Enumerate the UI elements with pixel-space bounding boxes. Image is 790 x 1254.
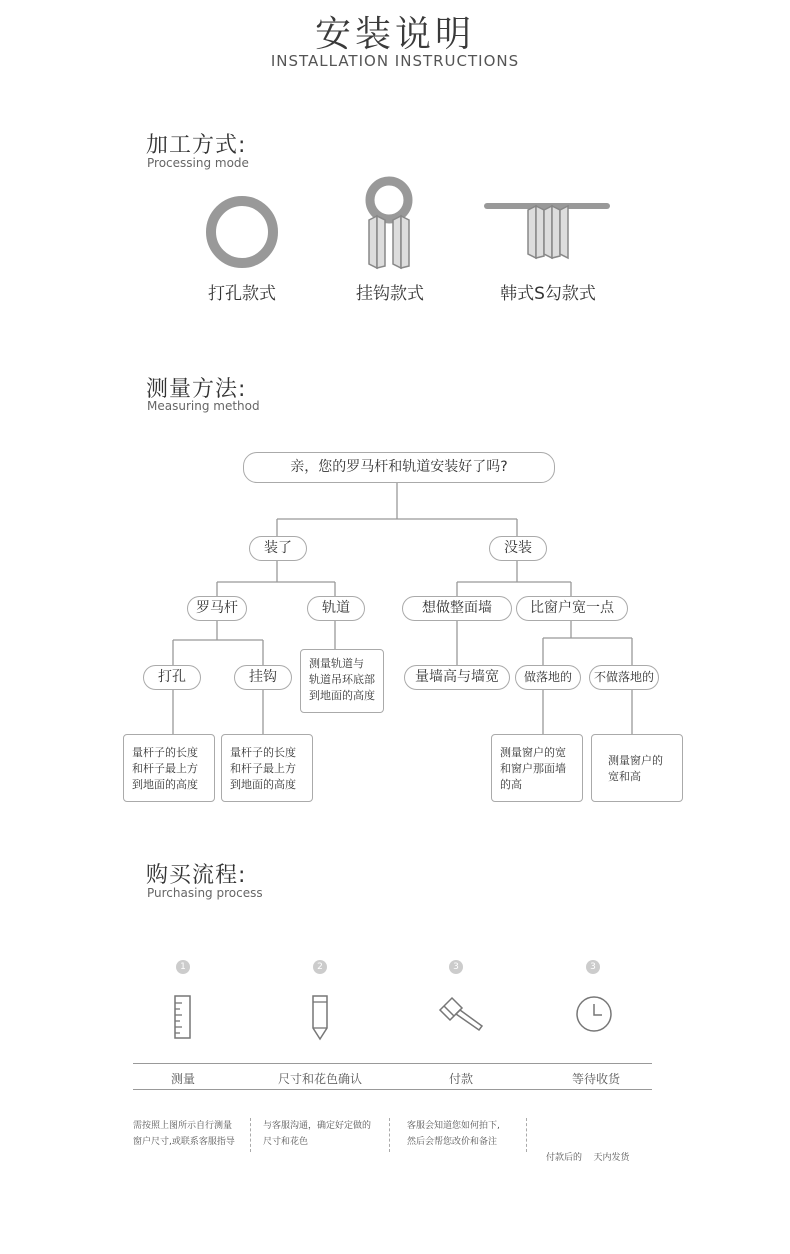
step-description: 需按照上图所示自行测量 窗户尺寸,或联系客服指导 bbox=[133, 1121, 235, 1147]
clock-icon bbox=[574, 994, 614, 1034]
desc-separator bbox=[526, 1118, 527, 1152]
desc-separator bbox=[250, 1118, 251, 1152]
timeline-top-divider bbox=[133, 1063, 652, 1064]
node-wall-size: 量墙高与墙宽 bbox=[404, 665, 510, 690]
gavel-icon bbox=[436, 994, 486, 1034]
processing-subtitle: Processing mode bbox=[147, 156, 249, 170]
no-floor-measure-box: 测量窗户的 宽和高 bbox=[591, 734, 683, 802]
mode-label-s-hook: 韩式S勾款式 bbox=[500, 284, 596, 304]
page-subtitle: INSTALLATION INSTRUCTIONS bbox=[270, 52, 520, 70]
node-track: 轨道 bbox=[307, 596, 365, 621]
page-title: 安装说明 bbox=[314, 14, 475, 55]
measuring-title: 测量方法: bbox=[146, 377, 247, 402]
step-label: 等待收货 bbox=[571, 1072, 620, 1086]
step-number: 1 bbox=[176, 960, 190, 974]
floor-measure-box: 测量窗户的宽 和窗户那面墙 的高 bbox=[491, 734, 583, 802]
node-wider-than-window: 比窗户宽一点 bbox=[516, 596, 628, 621]
root-question: 亲，您的罗马杆和轨道安装好了吗? bbox=[243, 452, 555, 483]
mode-label-hook: 挂钩款式 bbox=[356, 284, 424, 304]
purchasing-title: 购买流程: bbox=[146, 863, 247, 888]
desc-separator bbox=[389, 1118, 390, 1152]
ruler-icon bbox=[172, 994, 194, 1040]
node-roman-rod: 罗马杆 bbox=[187, 596, 247, 621]
node-installed: 装了 bbox=[249, 536, 307, 561]
node-not-installed: 没装 bbox=[489, 536, 547, 561]
step-number: 2 bbox=[313, 960, 327, 974]
step-label: 尺寸和花色确认 bbox=[277, 1072, 362, 1086]
step-description: 客服会知道您如何拍下, 然后会帮您改价和备注 bbox=[407, 1121, 500, 1147]
node-not-floor-length: 不做落地的 bbox=[589, 665, 659, 690]
node-hook: 挂钩 bbox=[234, 665, 292, 690]
timeline-bottom-divider bbox=[133, 1089, 652, 1090]
node-whole-wall: 想做整面墙 bbox=[402, 596, 512, 621]
pencil-icon bbox=[309, 994, 331, 1042]
node-punch: 打孔 bbox=[143, 665, 201, 690]
step-label: 测量 bbox=[170, 1072, 195, 1086]
track-measure-box: 测量轨道与 轨道吊环底部 到地面的高度 bbox=[300, 649, 384, 713]
node-floor-length: 做落地的 bbox=[515, 665, 581, 690]
step-description: 与客服沟通，确定好定做的 尺寸和花色 bbox=[263, 1121, 372, 1147]
mode-label-grommet: 打孔款式 bbox=[208, 284, 276, 304]
step-description: 付款后的 天内发货 bbox=[546, 1153, 630, 1163]
measuring-subtitle: Measuring method bbox=[147, 399, 260, 413]
step-label: 付款 bbox=[448, 1072, 473, 1086]
purchasing-subtitle: Purchasing process bbox=[147, 886, 263, 900]
step-number: 3 bbox=[449, 960, 463, 974]
step-number: 3 bbox=[586, 960, 600, 974]
processing-title: 加工方式: bbox=[146, 133, 247, 158]
punch-measure-box: 量杆子的长度 和杆子最上方 到地面的高度 bbox=[123, 734, 215, 802]
hook-measure-box: 量杆子的长度 和杆子最上方 到地面的高度 bbox=[221, 734, 313, 802]
